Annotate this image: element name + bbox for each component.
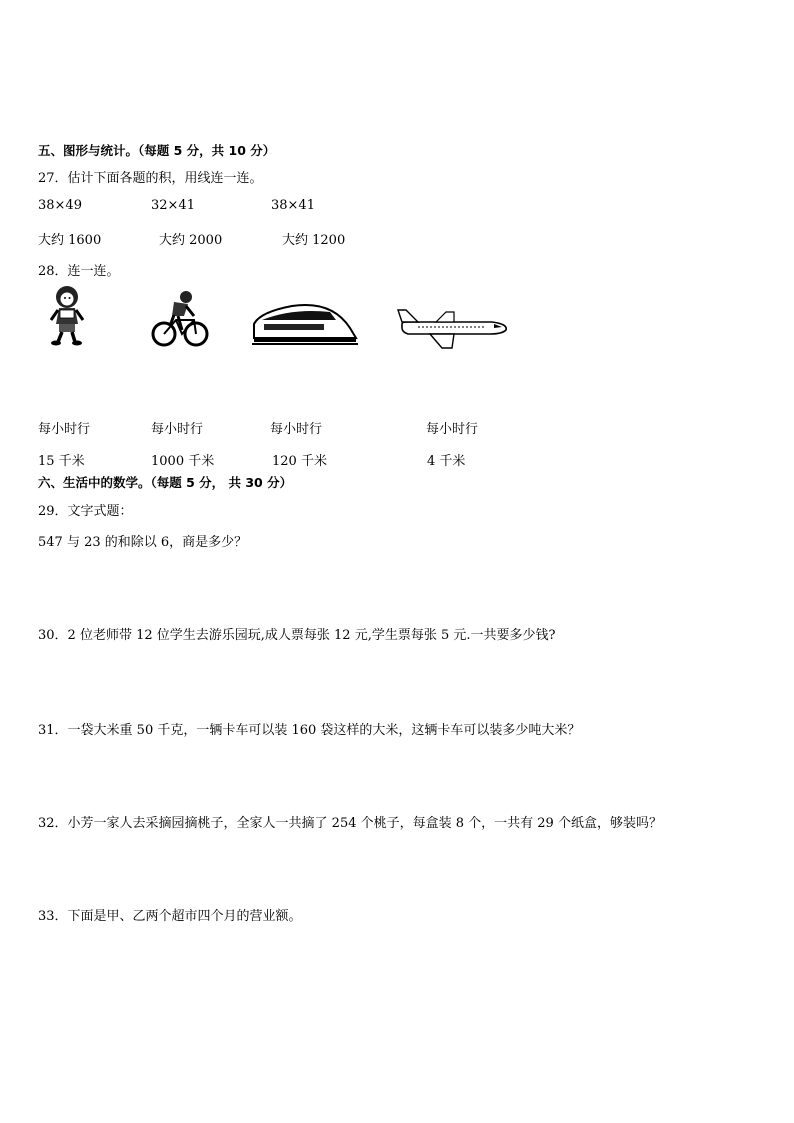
section-5-title: 五、图形与统计。（每题 5 分，共 10 分） [38, 143, 276, 158]
section-6-title: 六、生活中的数学。（每题 5 分， 共 30 分） [38, 475, 293, 490]
speed-label-3: 每小时行 [270, 422, 323, 437]
expression-2: 32×41 [151, 198, 195, 213]
walking-girl-icon [44, 284, 90, 346]
speed-label-2: 每小时行 [151, 422, 204, 437]
question-27-prompt: 27．估计下面各题的积，用线连一连。 [38, 171, 263, 186]
cyclist-icon [150, 290, 210, 348]
speed-3: 120 千米 [272, 454, 327, 469]
speed-1: 15 千米 [38, 454, 85, 469]
expression-1: 38×49 [38, 198, 82, 213]
question-32: 32．小芳一家人去采摘园摘桃子，全家人一共摘了 254 个桃子，每盒装 8 个，一共有 29 个纸盒，够装吗？ [38, 816, 662, 831]
estimate-3: 大约 1200 [282, 233, 346, 248]
estimate-1: 大约 1600 [38, 233, 102, 248]
speed-label-4: 每小时行 [426, 422, 479, 437]
question-29-text: 547 与 23 的和除以 6，商是多少？ [38, 535, 248, 550]
speed-4: 4 千米 [427, 454, 466, 469]
speed-2: 1000 千米 [151, 454, 215, 469]
question-29-prompt: 29．文字式题： [38, 504, 133, 519]
high-speed-train-icon [252, 298, 358, 348]
question-33: 33．下面是甲、乙两个超市四个月的营业额。 [38, 909, 302, 924]
question-30: 30．2 位老师带 12 位学生去游乐园玩,成人票每张 12 元,学生票每张 5 元.一共要多少钱? [38, 628, 556, 643]
question-31: 31．一袋大米重 50 千克，一辆卡车可以装 160 袋这样的大米，这辆卡车可以装多少吨大米？ [38, 723, 581, 738]
airplane-icon [396, 306, 510, 350]
speed-label-1: 每小时行 [38, 422, 91, 437]
estimate-2: 大约 2000 [159, 233, 223, 248]
expression-3: 38×41 [271, 198, 315, 213]
question-28-prompt: 28．连一连。 [38, 264, 120, 279]
